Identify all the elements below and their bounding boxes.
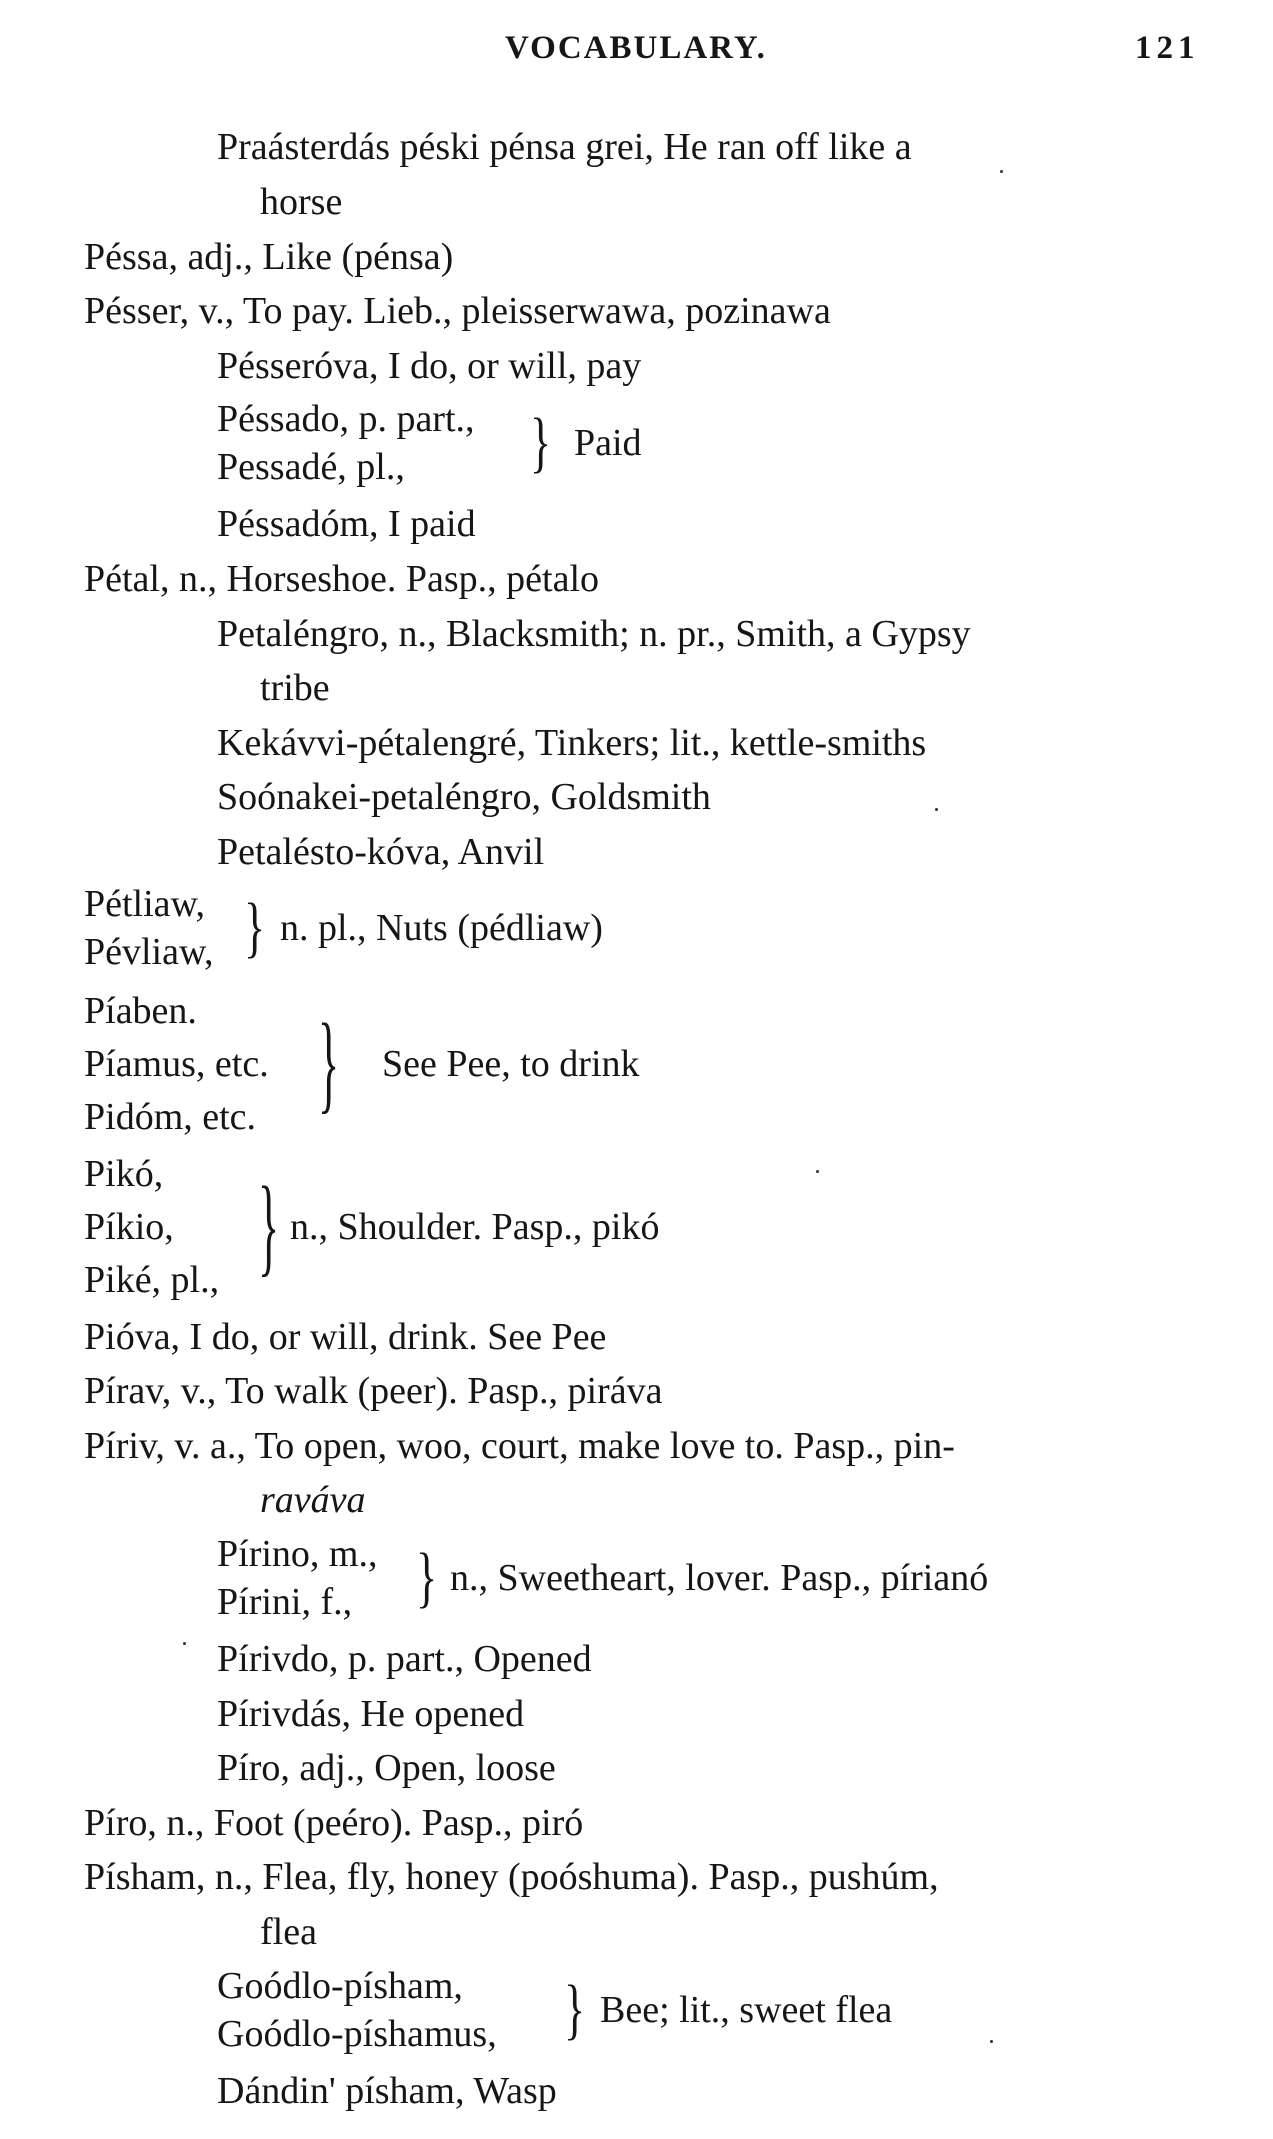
entry-line: Pírivdo, p. part., Opened: [217, 1638, 592, 1680]
group-item: Píkio,: [84, 1206, 174, 1248]
group-label: n., Shoulder. Pasp., pikó: [290, 1206, 660, 1248]
print-speck: [990, 2040, 993, 2043]
group-item: Píamus, etc.: [84, 1043, 269, 1085]
group-item: Pikó,: [84, 1153, 164, 1195]
running-head: VOCABULARY.: [505, 30, 767, 66]
group-label: n. pl., Nuts (pédliaw): [280, 907, 603, 949]
entry-line: Pésser, v., To pay. Lieb., pleisserwawa, pozinawa: [84, 290, 831, 332]
entry-line: Petaléngro, n., Blacksmith; n. pr., Smith, a Gypsy: [217, 613, 971, 655]
brace-group-sweetheart: [0, 1530, 1273, 1630]
group-item: Pétliaw,: [84, 883, 206, 925]
entry-line: Péssadóm, I paid: [217, 503, 476, 545]
brace-group-drink: [0, 987, 1273, 1137]
brace-group-paid: [0, 395, 1273, 495]
page-number: 121: [1135, 30, 1200, 66]
entry-line: Praásterdás péski pénsa grei, He ran off like a: [217, 126, 912, 168]
group-item: Pírino, m.,: [217, 1533, 378, 1575]
entry-line: ravávа: [260, 1479, 366, 1521]
group-label: Paid: [574, 422, 642, 464]
print-speck: [1000, 170, 1003, 173]
brace-group-shoulder: [0, 1150, 1273, 1300]
entry-line: Písham, n., Flea, fly, honey (poóshuma). Pasp., pushúm,: [84, 1856, 939, 1898]
group-item: Piké, pl.,: [84, 1259, 220, 1301]
entry-line: Petalésto-kóva, Anvil: [217, 831, 545, 873]
brace-icon: }: [258, 1164, 280, 1287]
entry-line: Dándin' písham, Wasp: [217, 2070, 557, 2112]
entry-line: Pióva, I do, or will, drink. See Pee: [84, 1316, 607, 1358]
group-item: Pidóm, etc.: [84, 1096, 257, 1138]
entry-line: horse: [260, 181, 343, 223]
group-item: Píaben.: [84, 990, 197, 1032]
group-label: Bee; lit., sweet flea: [600, 1989, 893, 2031]
entry-line: Soónakei-petaléngro, Goldsmith: [217, 776, 711, 818]
group-item: Goódlo-písham,: [217, 1965, 463, 2007]
brace-icon: }: [318, 1001, 340, 1124]
print-speck: [935, 808, 938, 811]
group-item: Pévliaw,: [84, 931, 214, 973]
brace-group-bee: [0, 1962, 1273, 2062]
brace-icon: }: [416, 1539, 438, 1616]
entry-line: Píro, adj., Open, loose: [217, 1747, 556, 1789]
entry-line: Pétal, n., Horseshoe. Pasp., pétalo: [84, 558, 600, 600]
brace-icon: }: [564, 1971, 586, 2048]
print-speck: [183, 1642, 186, 1645]
entry-line: Pírivdás, He opened: [217, 1693, 525, 1735]
group-item: Pessadé, pl.,: [217, 446, 405, 488]
group-item: Péssado, p. part.,: [217, 398, 475, 440]
entry-line: Píro, n., Foot (peéro). Pasp., piró: [84, 1802, 584, 1844]
brace-icon: }: [244, 889, 266, 966]
brace-group-nuts: [0, 880, 1273, 980]
entry-line: Kekávvi-pétalengré, Tinkers; lit., kettle-smiths: [217, 722, 927, 764]
print-speck: [816, 1170, 819, 1173]
brace-icon: }: [530, 404, 552, 481]
group-label: n., Sweetheart, lover. Pasp., pírianó: [450, 1557, 989, 1599]
entry-line: Píriv, v. a., To open, woo, court, make love to. Pasp., pin-: [84, 1425, 955, 1467]
group-label: See Pee, to drink: [382, 1043, 640, 1085]
entry-line: Pírav, v., To walk (peer). Pasp., piráva: [84, 1370, 663, 1412]
entry-line: Péssa, adj., Like (pénsa): [84, 236, 454, 278]
entry-line: tribe: [260, 667, 330, 709]
page-header: [0, 30, 1273, 80]
group-item: Pírini, f.,: [217, 1581, 353, 1623]
entry-line: Pésseróva, I do, or will, pay: [217, 345, 642, 387]
entry-line: flea: [260, 1911, 317, 1953]
group-item: Goódlo-píshamus,: [217, 2013, 497, 2055]
